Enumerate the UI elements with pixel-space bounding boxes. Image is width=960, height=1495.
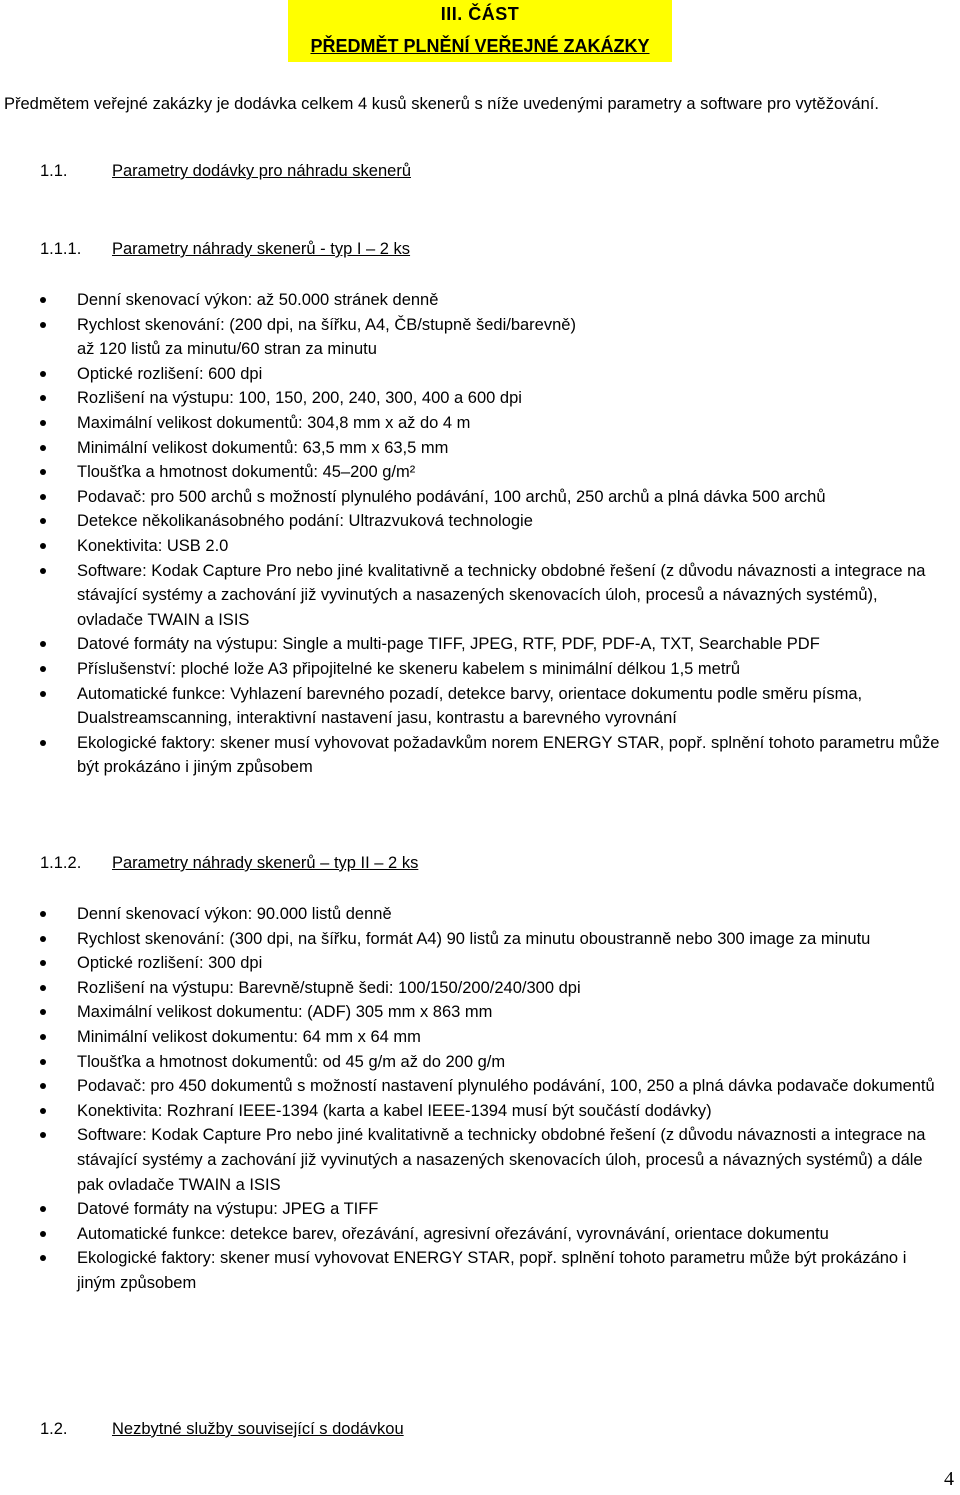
- list-item: Podavač: pro 500 archů s možností plynulého podávání, 100 archů, 250 archů a plná dávka 500 archů: [0, 485, 945, 510]
- section-number: 1.2.: [40, 1420, 68, 1438]
- list-item: Maximální velikost dokumentu: (ADF) 305 mm x 863 mm: [0, 1000, 945, 1025]
- section-number: 1.1.2.: [40, 854, 82, 872]
- section-heading-1-1-2: [40, 854, 418, 873]
- section-title: Parametry dodávky pro náhradu skenerů: [112, 162, 411, 180]
- section-heading-1-1-1: [40, 240, 410, 259]
- list-item: Tloušťka a hmotnost dokumentů: od 45 g/m až do 200 g/m: [0, 1050, 945, 1075]
- page-title: PŘEDMĚT PLNĚNÍ VEŘEJNÉ ZAKÁZKY: [310, 36, 650, 56]
- list-item: Minimální velikost dokumentu: 64 mm x 64 mm: [0, 1025, 945, 1050]
- page-number: 4: [944, 1468, 954, 1490]
- section-title: Parametry náhrady skenerů - typ I – 2 ks: [112, 240, 411, 258]
- list-item: Rychlost skenování: (300 dpi, na šířku, formát A4) 90 listů za minutu oboustranně nebo 300 image za minutu: [0, 927, 945, 952]
- list-item: Datové formáty na výstupu: JPEG a TIFF: [0, 1197, 945, 1222]
- list-item: Optické rozlišení: 300 dpi: [0, 951, 945, 976]
- list-item: Rozlišení na výstupu: Barevně/stupně šedi: 100/150/200/240/300 dpi: [0, 976, 945, 1001]
- list-item: Konektivita: USB 2.0: [0, 534, 945, 559]
- list-item: Rozlišení na výstupu: 100, 150, 200, 240, 300, 400 a 600 dpi: [0, 386, 945, 411]
- section-title: Nezbytné služby související s dodávkou: [112, 1420, 404, 1438]
- list-item: Denní skenovací výkon: 90.000 listů denně: [0, 902, 945, 927]
- list-item: Automatické funkce: Vyhlazení barevného pozadí, detekce barvy, orientace dokumentu podle směru písma, Dualstreamscanning, interaktivní nastavení jasu, kontrastu a barevného vyrovnání: [0, 682, 945, 731]
- section-heading-1-1: [40, 162, 411, 181]
- list-item: Podavač: pro 450 dokumentů s možností nastavení plynulého podávání, 100, 250 a plná dávka podavače dokumentů: [0, 1074, 945, 1099]
- part-title: III. ČÁST: [440, 4, 520, 24]
- list-item: Příslušenství: ploché lože A3 připojitelné ke skeneru kabelem s minimální délkou 1,5 metrů: [0, 657, 945, 682]
- requirements-list-typ1: [0, 288, 945, 780]
- list-item: Software: Kodak Capture Pro nebo jiné kvalitativně a technicky obdobné řešení (z důvodu návaznosti a integrace na stávající systémy a zachování již vyvinutých a nasazených skenovacích úloh, procesů a návazných systémů) a dále pak ovladače TWAIN a ISIS: [0, 1123, 945, 1197]
- section-number: 1.1.: [40, 162, 68, 180]
- list-item: Rychlost skenování: (200 dpi, na šířku, A4, ČB/stupně šedi/barevně): [0, 313, 945, 338]
- list-item: Minimální velikost dokumentů: 63,5 mm x 63,5 mm: [0, 436, 945, 461]
- intro-paragraph: Předmětem veřejné zakázky je dodávka celkem 4 kusů skenerů s níže uvedenými parametry a software pro vytěžování.: [4, 95, 879, 113]
- section-title: Parametry náhrady skenerů – typ II – 2 ks: [112, 854, 419, 872]
- list-item: Ekologické faktory: skener musí vyhovovat požadavkům norem ENERGY STAR, popř. splnění tohoto parametru může být prokázáno i jiným způsobem: [0, 731, 945, 780]
- list-item: Detekce několikanásobného podání: Ultrazvuková technologie: [0, 509, 945, 534]
- section-heading-1-2: [40, 1420, 404, 1439]
- list-item: Optické rozlišení: 600 dpi: [0, 362, 945, 387]
- list-item: až 120 listů za minutu/60 stran za minutu: [77, 340, 377, 359]
- list-item: Ekologické faktory: skener musí vyhovovat ENERGY STAR, popř. splnění tohoto parametru může být prokázáno i jiným způsobem: [0, 1246, 945, 1295]
- list-item: Datové formáty na výstupu: Single a multi-page TIFF, JPEG, RTF, PDF, PDF-A, TXT, Searchable PDF: [0, 632, 945, 657]
- list-item: Automatické funkce: detekce barev, ořezávání, agresivní ořezávání, vyrovnávání, orientace dokumentu: [0, 1222, 945, 1247]
- list-item: Software: Kodak Capture Pro nebo jiné kvalitativně a technicky obdobné řešení (z důvodu návaznosti a integrace na stávající systémy a zachování již vyvinutých a nasazených skenovacích úloh, procesů a návazných systémů), ovladače TWAIN a ISIS: [0, 559, 945, 633]
- list-item: Tloušťka a hmotnost dokumentů: 45–200 g/m²: [0, 460, 945, 485]
- requirements-list-typ2: [0, 902, 945, 1296]
- list-item: Maximální velikost dokumentů: 304,8 mm x až do 4 m: [0, 411, 945, 436]
- list-item: Denní skenovací výkon: až 50.000 stránek denně: [0, 288, 945, 313]
- list-item: Konektivita: Rozhraní IEEE-1394 (karta a kabel IEEE-1394 musí být součástí dodávky): [0, 1099, 945, 1124]
- section-number: 1.1.1.: [40, 240, 82, 258]
